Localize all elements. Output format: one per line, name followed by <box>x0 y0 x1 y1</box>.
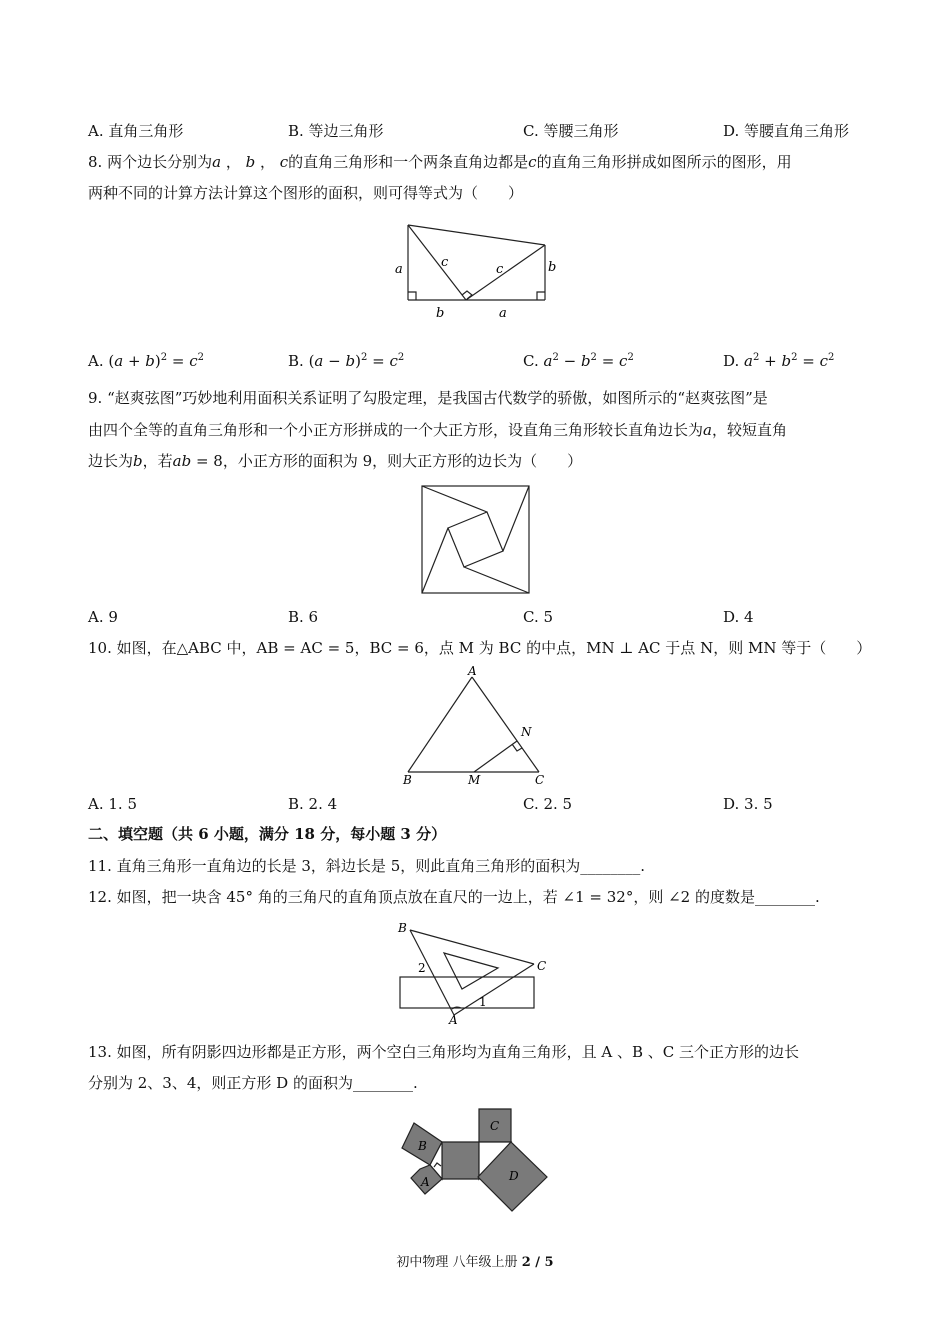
q10-label-B: B <box>403 773 412 787</box>
q9-option-d: D. 4 <box>723 608 754 626</box>
q12-label-angle1: 1 <box>479 995 487 1009</box>
q13-stem-line1: 13. 如图，所有阴影四边形都是正方形，两个空白三角形均为直角三角形，且 A 、B 、C 三个正方形的边长 <box>88 1043 800 1061</box>
q10-option-a: A. 1. 5 <box>88 795 137 813</box>
q8-label-c-right: c <box>496 262 504 277</box>
q8-option-a: A. $(a + b)^2 = c^2$ <box>88 352 205 370</box>
q8-stem-line1: 8. 两个边长分别为a ， b ， c的直角三角形和一个两条直角边都是c的直角三角形拼成如图所示的图形，用 <box>88 153 792 171</box>
q9-stem-line1: 9. “赵爽弦图”巧妙地利用面积关系证明了勾股定理，是我国古代数学的骄傲，如图所示的“赵爽弦图”是 <box>88 389 768 407</box>
q8-label-a-left: a <box>395 262 403 277</box>
q8-label-a-bottom: a <box>499 306 507 321</box>
section2-heading: 二、填空题（共 6 小题，满分 18 分，每小题 3 分） <box>88 825 447 843</box>
q13-squares-figure <box>398 1105 553 1215</box>
q10-option-c: C. 2. 5 <box>523 795 573 813</box>
q10-label-N: N <box>521 725 532 739</box>
footer-text: 初中物理 八年级上册 <box>396 1255 522 1270</box>
q8-option-d: D. $a^2 + b^2 = c^2$ <box>723 352 835 370</box>
q8-label-b-right: b <box>548 260 557 275</box>
q10-option-b: B. 2. 4 <box>288 795 338 813</box>
q12-label-B: B <box>398 921 407 935</box>
q13-label-C: C <box>490 1119 500 1133</box>
q9-option-a: A. 9 <box>88 608 118 626</box>
q8-label-b-bottom: b <box>436 306 445 321</box>
q13-label-D: D <box>509 1169 519 1183</box>
q10-label-M: M <box>468 773 481 787</box>
q13-label-B: B <box>418 1139 427 1153</box>
q9-stem-line2: 由四个全等的直角三角形和一个小正方形拼成的一个大正方形，设直角三角形较长直角边长为a，较短直角 <box>88 421 787 439</box>
q13-label-A: A <box>421 1175 430 1189</box>
q7-option-a: A. 直角三角形 <box>88 122 184 140</box>
q12-triangle-ruler-figure <box>392 920 557 1026</box>
q10-label-A: A <box>468 664 477 678</box>
q7-option-c: C. 等腰三角形 <box>523 122 619 140</box>
q13-stem-line2: 分别为 2、3、4，则正方形 D 的面积为________. <box>88 1074 418 1092</box>
q7-option-b: B. 等边三角形 <box>288 122 384 140</box>
q9-option-c: C. 5 <box>523 608 554 626</box>
q9-option-b: B. 6 <box>288 608 319 626</box>
q8-label-c-left: c <box>441 255 449 270</box>
q7-option-d: D. 等腰直角三角形 <box>723 122 850 140</box>
q12-label-angle2: 2 <box>418 961 426 975</box>
q8-stem-line2: 两种不同的计算方法计算这个图形的面积，则可得等式为（ ） <box>88 184 524 202</box>
q10-triangle-figure <box>400 662 550 790</box>
q10-label-C: C <box>535 773 545 787</box>
q10-stem: 10. 如图，在△ABC 中，AB = AC = 5，BC = 6，点 M 为 BC 的中点，MN ⊥ AC 于点 N，则 MN 等于（ ） <box>88 639 872 657</box>
q8-option-c: C. $a^2 - b^2 = c^2$ <box>523 352 634 370</box>
q12-label-C: C <box>537 959 547 973</box>
q10-option-d: D. 3. 5 <box>723 795 773 813</box>
q12-stem: 12. 如图，把一块含 45° 角的三角尺的直角顶点放在直尺的一边上，若 ∠1 = 32°，则 ∠2 的度数是________. <box>88 888 820 906</box>
q9-stem-line3: 边长为b，若ab = 8，小正方形的面积为 9，则大正方形的边长为（ ） <box>88 452 583 470</box>
q12-label-A: A <box>449 1013 458 1027</box>
q11-stem: 11. 直角三角形一直角边的长是 3，斜边长是 5，则此直角三角形的面积为________. <box>88 857 646 875</box>
page-number: 2 / 5 <box>521 1255 554 1270</box>
q9-zhao-shuang-figure <box>421 485 531 595</box>
page-footer <box>0 1251 950 1270</box>
q8-figure <box>390 218 560 328</box>
q8-option-b: B. $(a - b)^2 = c^2$ <box>288 352 405 370</box>
